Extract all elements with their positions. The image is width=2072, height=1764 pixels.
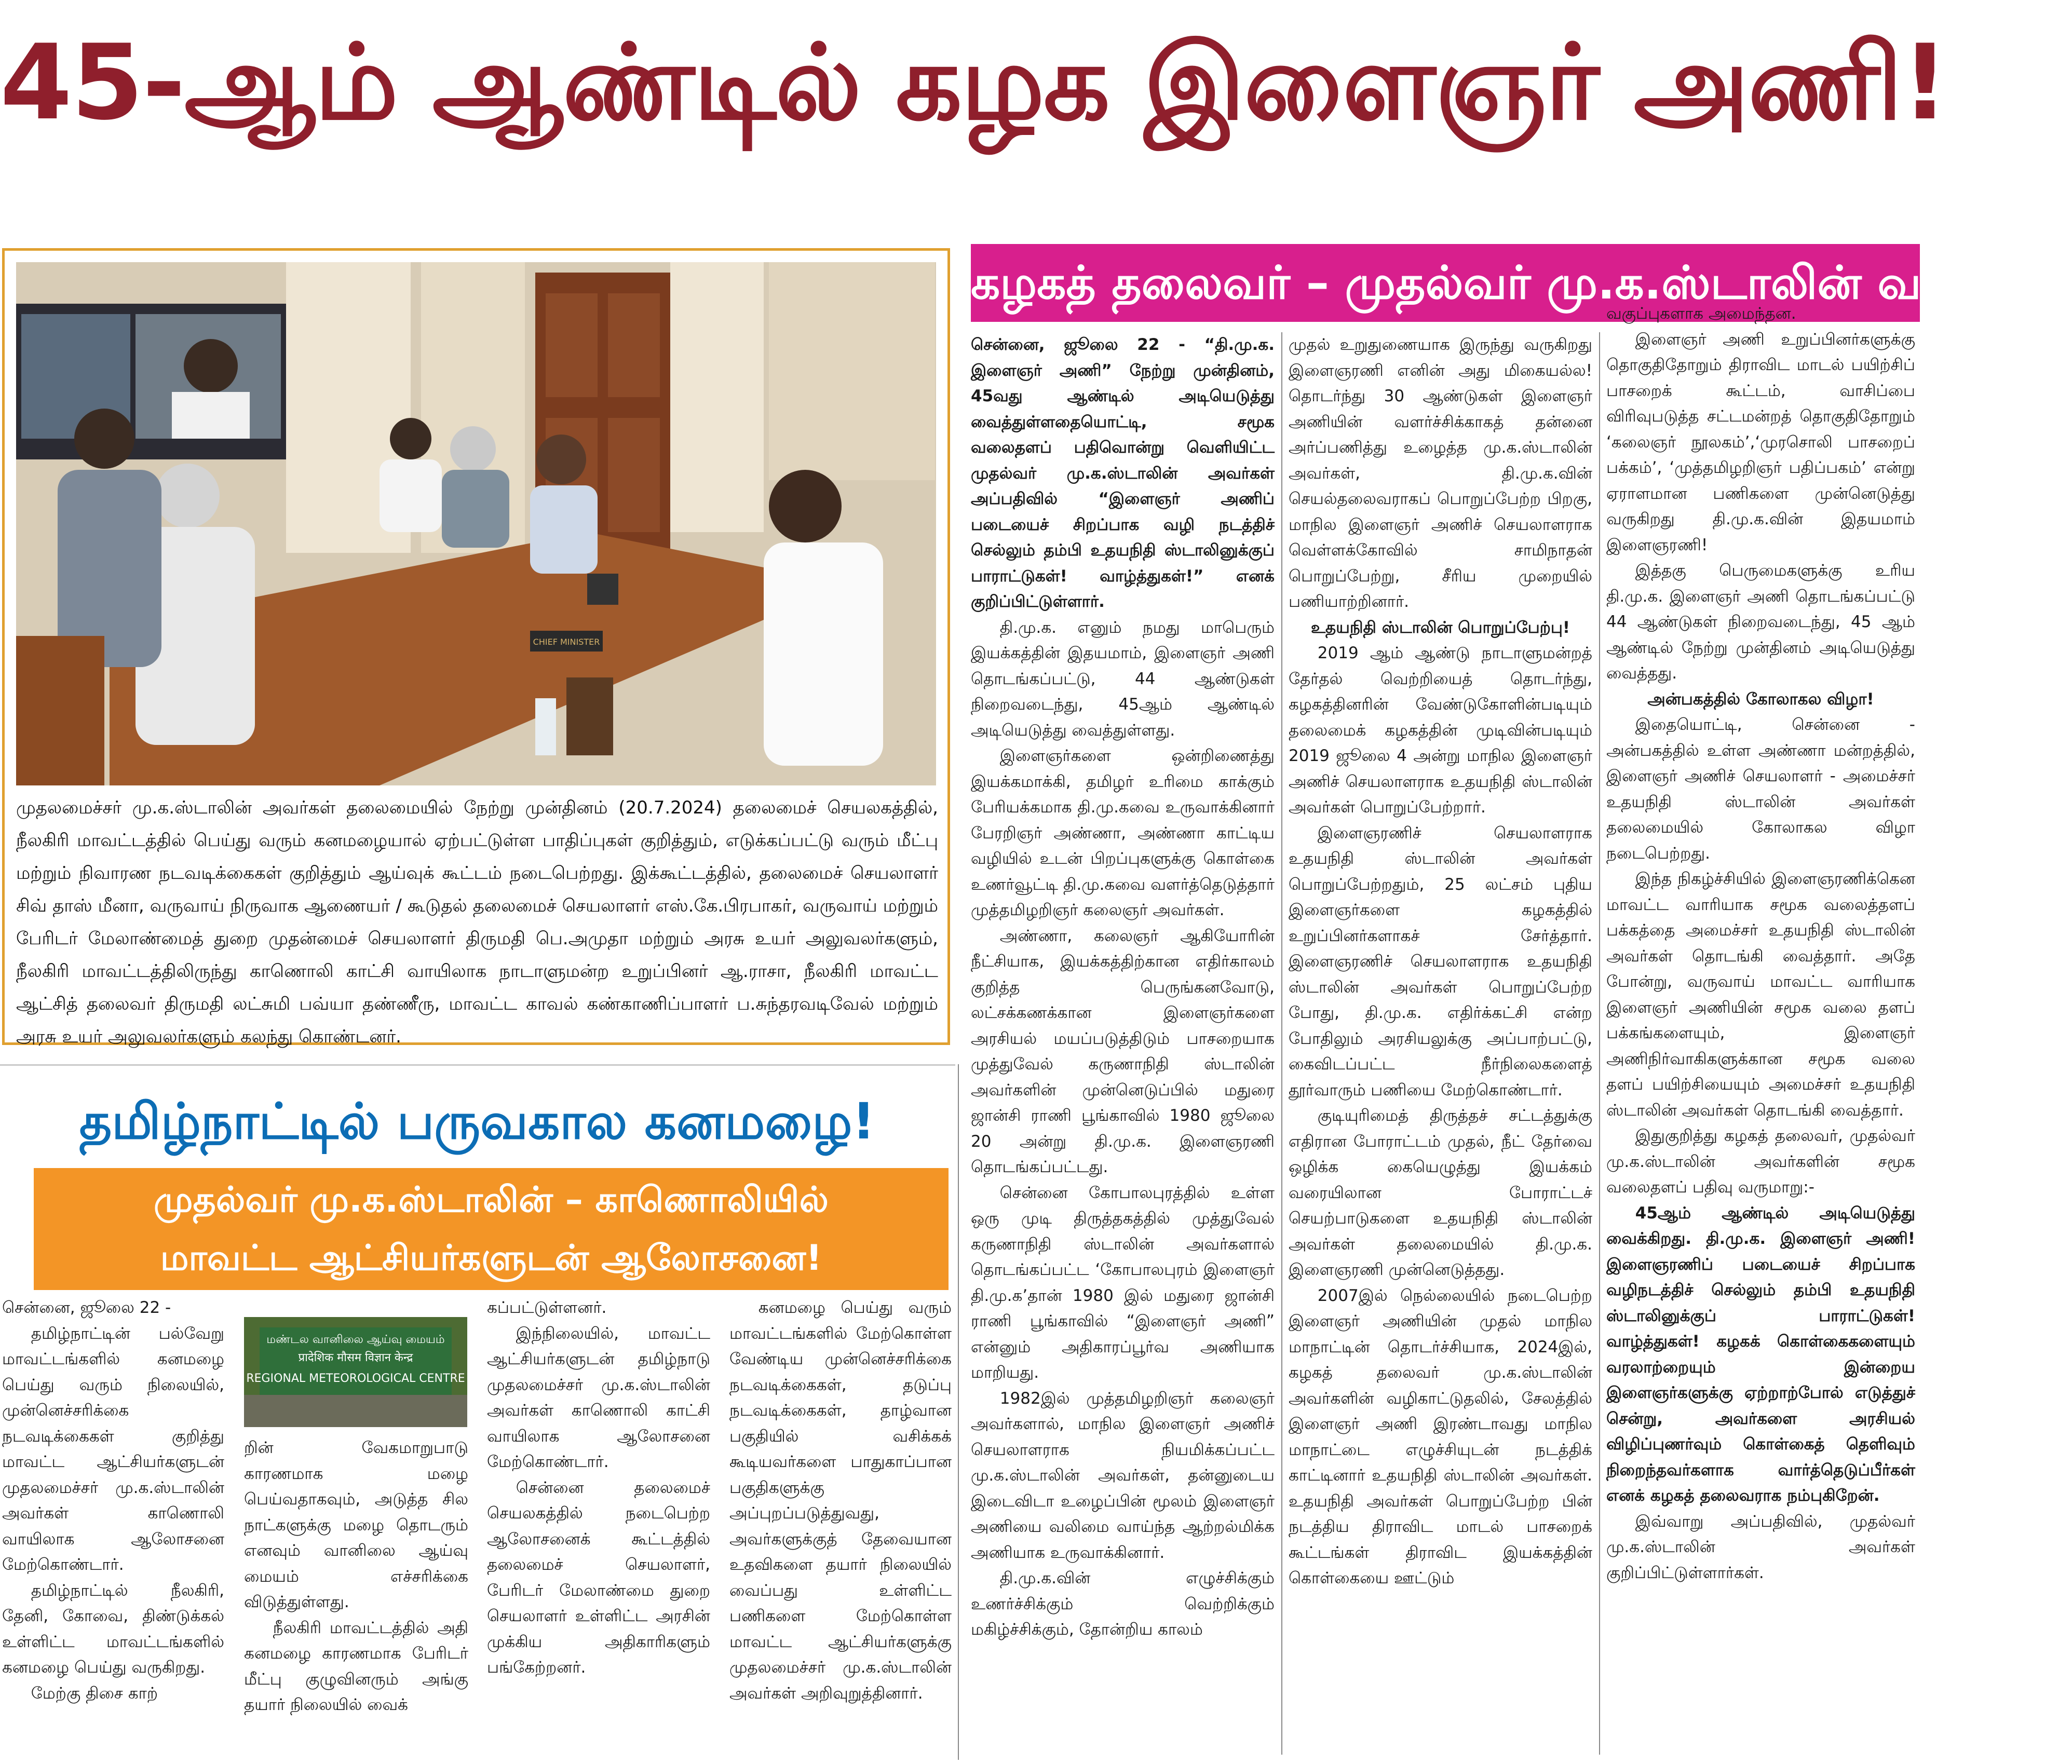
rain-paragraph: றின் வேகமாறுபாடு காரணமாக மழை பெய்வதாகவும், அடுத்த சில நாட்களுக்கு மழை தொடரும் எனவும் வானிலை ஆய்வு மையம் எச்சரிக்கை விடுத்துள்ளது. (244, 1439, 468, 1611)
rain-paragraph: மேற்கு திசை காற் (31, 1684, 158, 1703)
photo-caption: முதலமைச்சர் மு.க.ஸ்டாலின் அவர்கள் தலைமையில் நேற்று முன்தினம் (20.7.2024) தலைமைச் செயலகத்தில், நீலகிரி மாவட்டத்தில் பெய்து வரும் கனமழையால் ஏற்பட்டுள்ள பாதிப்புகள் குறித்தும், எடுக்கப்பட்டு வரும் மீட்பு மற்றும் நிவாரண நடவடிக்கைகள் குறித்தும் ஆய்வுக் கூட்டம் நடைபெற்றது. இக்கூட்டத்தில், தலைமைச் செயலாளர் சிவ் தாஸ் மீனா, வருவாய் நிருவாக ஆணையர் / கூடுதல் தலைமைச் செயலாளர் எஸ்.கே.பிரபாகர், வருவாய் மற்றும் பேரிடர் மேலாண்மைத் துறை முதன்மைச் செயலாளர் திருமதி பெ.அமுதா மற்றும் அரசு உயர் அலுவலர்களும், நீலகிரி மாவட்டத்திலிருந்து காணொலி காட்சி வாயிலாக நாடாளுமன்ற உறுப்பினர் ஆ.ராசா, நீலகிரி மாவட்ட ஆட்சித் தலைவர் திருமதி லட்சுமி பவ்யா தண்ணீரு, மாவட்ட காவல் கண்காணிப்பாளர் ப.சுந்தரவடிவேல் மற்றும் அரசு உயர் அலுவலர்களும் கலந்து கொண்டனர். (16, 797, 938, 1047)
youth-paragraph: அண்ணா, கலைஞர் ஆகியோரின் நீட்சியாக, இயக்கத்திற்கான எதிர்காலம் குறித்த பெருங்கனவோடு, லட்சக்கணக்கான இளைஞர்களை அரசியல் மயப்படுத்திடும் பாசறையாக முத்துவேல் கருணாநிதி ஸ்டாலின் அவர்களின் முன்னெடுப்பில் மதுரை ஜான்சி ராணி பூங்காவில் 1980 ஜூலை 20 அன்று தி.மு.க. இளைஞரணி தொடங்கப்பட்டது. (971, 926, 1275, 1176)
youth-paragraph: குடியுரிமைத் திருத்தச் சட்டத்துக்கு எதிரான போராட்டம் முதல், நீட் தேர்வை ஒழிக்க கையெழுத்து இயக்கம் வரையிலான போராட்டச் செயற்பாடுகளை உதயநிதி ஸ்டாலின் அவர்கள் தலைமையில் தி.மு.க. இளைஞரணி முன்னெடுத்தது. (1289, 1106, 1592, 1279)
youth-column-1 (971, 332, 1275, 1755)
rain-paragraph: கப்பட்டுள்ளனர். (487, 1298, 607, 1317)
meeting-photo (16, 262, 936, 785)
rain-paragraph: சென்னை தலைமைச் செயலகத்தில் நடைபெற்ற ஆலோசனைக் கூட்டத்தில் தலைமைச் செயலாளர், பேரிடர் மேலாண்மை துறை செயலாளர் உள்ளிட்ட அரசின் முக்கிய அதிகாரிகளும் பங்கேற்றனர். (487, 1478, 710, 1677)
rain-paragraph: தமிழ்நாட்டின் பல்வேறு மாவட்டங்களில் கனமழை பெய்து வரும் நிலையில், முன்னெச்சரிக்கை நடவடிக்கைகள் குறித்து மாவட்ட ஆட்சியர்களுடன் முதலமைச்சர் மு.க.ஸ்டாலின் அவர்கள் காணொலி வாயிலாக ஆலோசனை மேற்கொண்டார். (2, 1324, 224, 1574)
inset-sign-line-2: प्रादेशिक मौसम विज्ञान केन्द्र (298, 1351, 413, 1364)
main-headline: 45-ஆம் ஆண்டில் கழக இளைஞர் அணி! (0, 22, 1948, 143)
youth-paragraph: இளைஞர்களை ஒன்றிணைத்து இயக்கமாக்கி, தமிழர் உரிமை காக்கும் பேரியக்கமாக தி.மு.கவை உருவாக்கினார் பேரறிஞர் அண்ணா, அண்ணா காட்டிய வழியில் உடன் பிறப்புகளுக்கு கொள்கை உணர்வூட்டி தி.மு.கவை வளர்த்தெடுத்தார் முத்தமிழறிஞர் கலைஞர் அவர்கள். (971, 747, 1275, 919)
photo-frame (2, 248, 950, 1045)
meteorological-centre-photo (244, 1317, 467, 1427)
inset-sign-line-1: மண்டல வானிலை ஆய்வு மையம் (266, 1333, 445, 1346)
rain-paragraph: கனமழை பெய்து வரும் மாவட்டங்களில் மேற்கொள்ள வேண்டிய முன்னெச்சரிக்கை நடவடிக்கைகள், தடுப்பு நடவடிக்கைகள், தாழ்வான பகுதியில் வசிக்கக் கூடியவர்களை பாதுகாப்பான பகுதிகளுக்கு அப்புறப்படுத்துவது, அவர்களுக்குத் தேவையான உதவிகளை தயார் நிலையில் வைப்பது உள்ளிட்ட பணிகளை மேற்கொள்ள மாவட்ட ஆட்சியர்களுக்கு முதலமைச்சர் மு.க.ஸ்டாலின் அவர்கள் அறிவுறுத்தினார். (729, 1298, 952, 1703)
youth-subheading: அன்பகத்தில் கோலாகல விழா! (1647, 689, 1874, 709)
youth-paragraph: தி.மு.க.வின் எழுச்சிக்கும் உணர்ச்சிக்கும் வெற்றிக்கும் மகிழ்ச்சிக்கும், தோன்றிய காலம் (971, 1569, 1275, 1639)
youth-paragraph: இந்த நிகழ்ச்சியில் இளைஞரணிக்கென மாவட்ட வாரியாக சமூக வலைத்தளப் பக்கத்தை அமைச்சர் உதயநிதி ஸ்டாலின் அவர்கள் தொடங்கி வைத்தார். அதே போன்று, வருவாய் மாவட்ட வாரியாக இளைஞர் அணியின் சமூக வலை தளப் பக்கங்களையும், இளைஞர் அணிநிர்வாகிகளுக்கான சமூக வலை தளப் பயிற்சியையும் அமைச்சர் உதயநிதி ஸ்டாலின் அவர்கள் தொடங்கி வைத்தார். (1606, 870, 1915, 1120)
youth-lead-paragraph: சென்னை, ஜூலை 22 - “தி.மு.க. இளைஞர் அணி” நேற்று முன்தினம், 45வது ஆண்டில் அடியெடுத்து வைத்துள்ளதையொட்டி, சமூக வலைதளப் பதிவொன்று வெளியிட்ட முதல்வர் மு.க.ஸ்டாலின் அவர்கள் அப்பதிவில் “இளைஞர் அணிப் படையைச் சிறப்பாக வழி நடத்திச் செல்லும் தம்பி உதயநிதி ஸ்டாலினுக்குப் பாராட்டுகள்! வாழ்த்துகள்!” எனக் குறிப்பிட்டுள்ளார். (971, 335, 1275, 611)
rain-dateline: சென்னை, ஜூலை 22 - (2, 1298, 171, 1317)
youth-subheading: உதயநிதி ஸ்டாலின் பொறுப்பேற்பு! (1310, 618, 1570, 637)
youth-column-3 (1606, 301, 1915, 1755)
nameplate-text: CHIEF MINISTER (533, 637, 600, 647)
youth-column-2 (1289, 332, 1592, 1755)
youth-paragraph: இளைஞர் அணி உறுப்பினர்களுக்கு தொகுதிதோறும் திராவிட மாடல் பயிற்சிப் பாசறைக் கூட்டம், வாசிப்பை விரிவுபடுத்த சட்டமன்றத் தொகுதிதோறும் ‘கலைஞர் நூலகம்’,‘முரசொலி பாசறைப் பக்கம்’, ‘முத்தமிழறிஞர் பதிப்பகம்’ என்று ஏராளமான பணிகளை முன்னெடுத்து வருகிறது தி.மு.க.வின் இதயமாம் இளைஞரணி! (1606, 330, 1915, 554)
rain-story-banner (34, 1168, 949, 1290)
youth-paragraph: இதையொட்டி, சென்னை - அன்பகத்தில் உள்ள அண்ணா மன்றத்தில், இளைஞர் அணிச் செயலாளர் - அமைச்சர் உதயநிதி ஸ்டாலின் அவர்கள் தலைமையில் கோலாகல விழா நடைபெற்றது. (1606, 715, 1915, 863)
youth-paragraph: முதல் உறுதுணையாக இருந்து வருகிறது இளைஞரணி எனின் அது மிகையல்ல! தொடர்ந்து 30 ஆண்டுகள் இளைஞர் அணியின் வளர்ச்சிக்காகத் தன்னை அர்ப்பணித்து உழைத்த மு.க.ஸ்டாலின் அவர்கள், தி.மு.க.வின் செயல்தலைவராகப் பொறுப்பேற்ற பிறகு, மாநில இளைஞர் அணிச் செயலாளராக வெள்ளக்கோவில் சாமிநாதன் பொறுப்பேற்று, சீரிய முறையில் பணியாற்றினார். (1289, 335, 1592, 611)
youth-paragraph: சென்னை கோபாலபுரத்தில் உள்ள ஒரு முடி திருத்தகத்தில் முத்துவேல் கருணாநிதி ஸ்டாலின் அவர்களால் தொடங்கப்பட்ட ‘கோபாலபுரம் இளைஞர் தி.மு.க’தான் 1980 இல் மதுரை ஜான்சி ராணி பூங்காவில் “இளைஞர் அணி” என்னும் அதிகாரப்பூர்வ அணியாக மாறியது. (971, 1183, 1275, 1382)
rain-paragraph: இந்நிலையில், மாவட்ட ஆட்சியர்களுடன் தமிழ்நாடு முதலமைச்சர் மு.க.ஸ்டாலின் அவர்கள் காணொலி காட்சி வாயிலாக ஆலோசனை மேற்கொண்டார். (487, 1324, 710, 1471)
rain-column-4 (729, 1295, 952, 1757)
youth-paragraph: இளைஞரணிச் செயலாளராக உதயநிதி ஸ்டாலின் அவர்கள் பொறுப்பேற்றதும், 25 லட்சம் புதிய இளைஞர்களை கழகத்தில் உறுப்பினர்களாகச் சேர்த்தார். இளைஞரணிச் செயலாளராக உதயநிதி ஸ்டாலின் அவர்கள் பொறுப்பேற்ற போது, தி.மு.க. எதிர்க்கட்சி என்ற போதிலும் அரசியலுக்கு அப்பாற்பட்டு, கைவிடப்பட்ட நீர்நிலைகளைத் தூர்வாரும் பணியை மேற்கொண்டார். (1289, 823, 1592, 1100)
youth-paragraph: 1982இல் முத்தமிழறிஞர் கலைஞர் அவர்களால், மாநில இளைஞர் அணிச் செயலாளராக நியமிக்கப்பட்ட மு.க.ஸ்டாலின் அவர்கள், தன்னுடைய இடைவிடா உழைப்பின் மூலம் இளைஞர் அணியை வலிமை வாய்ந்த ஆற்றல்மிக்க அணியாக உருவாக்கினார். (971, 1389, 1275, 1562)
youth-paragraph: இதுகுறித்து கழகத் தலைவர், முதல்வர் மு.க.ஸ்டாலின் அவர்களின் சமூக வலைதளப் பதிவு வருமாறு:- (1606, 1127, 1915, 1197)
rain-paragraph: தமிழ்நாட்டில் நீலகிரி, தேனி, கோவை, திண்டுக்கல் உள்ளிட்ட மாவட்டங்களில் கனமழை பெய்து வருகிறது. (2, 1581, 224, 1677)
column-divider (958, 1064, 959, 1760)
column-divider (1599, 332, 1600, 1755)
meteorological-centre-illustration (244, 1317, 467, 1427)
rain-column-3 (487, 1295, 710, 1757)
youth-paragraph: தி.மு.க. எனும் நமது மாபெரும் இயக்கத்தின் இதயமாம், இளைஞர் அணி தொடங்கப்பட்டு, 44 ஆண்டுகள் நிறைவடைந்து, 45ஆம் ஆண்டில் அடியெடுத்து வைத்துள்ளது. (971, 618, 1275, 740)
meeting-photo-illustration (16, 262, 936, 785)
rain-banner-line-2: மாவட்ட ஆட்சியர்களுடன் ஆலோசனை! (160, 1238, 822, 1279)
youth-paragraph: 2019 ஆம் ஆண்டு நாடாளுமன்றத் தேர்தல் வெற்றியைத் தொடர்ந்து, கழகத்தினரின் வேண்டுகோளின்படியும் தலைமைக் கழகத்தின் முடிவின்படியும் 2019 ஜூலை 4 அன்று மாநில இளைஞர் அணிச் செயலாளராக உதயநிதி ஸ்டாலின் அவர்கள் பொறுப்பேற்றார். (1289, 644, 1592, 817)
youth-paragraph: இத்தகு பெருமைகளுக்கு உரிய தி.மு.க. இளைஞர் அணி தொடங்கப்பட்டு 44 ஆண்டுகள் நிறைவடைந்து, 45 ஆம் ஆண்டில் நேற்று முன்தினம் அடியெடுத்து வைத்தது. (1606, 561, 1915, 683)
column-divider (1281, 332, 1282, 1755)
youth-paragraph: இவ்வாறு அப்பதிவில், முதல்வர் மு.க.ஸ்டாலின் அவர்கள் குறிப்பிட்டுள்ளார்கள். (1606, 1512, 1915, 1582)
youth-paragraph: 2007இல் நெல்லையில் நடைபெற்ற இளைஞர் அணியின் முதல் மாநில மாநாட்டின் தொடர்ச்சியாக, 2024இல், கழகத் தலைவர் மு.க.ஸ்டாலின் அவர்களின் வழிகாட்டுதலில், சேலத்தில் இளைஞர் அணி இரண்டாவது மாநில மாநாட்டை எழுச்சியுடன் நடத்திக் காட்டினார் உதயநிதி ஸ்டாலின் அவர்கள். உதயநிதி அவர்கள் பொறுப்பேற்ற பின் நடத்திய திராவிட மாடல் பாசறைக் கூட்டங்கள் திராவிட இயக்கத்தின் கொள்கையை ஊட்டும் (1289, 1286, 1592, 1587)
rain-banner-line-1: முதல்வர் மு.க.ஸ்டாலின் – காணொலியில் (154, 1179, 829, 1220)
rain-story-title: தமிழ்நாட்டில் பருவகால கனமழை! (79, 1092, 875, 1150)
rain-paragraph: நீலகிரி மாவட்டத்தில் அதி கனமழை காரணமாக பேரிடர் மீட்பு குழுவினரும் அங்கு தயார் நிலையில் வைக் (244, 1618, 468, 1714)
section-divider (0, 1064, 955, 1066)
youth-paragraph: வகுப்புகளாக அமைந்தன. (1606, 304, 1796, 323)
youth-story-banner: கழகத் தலைவர் – முதல்வர் மு.க.ஸ்டாலின் வாழ்த்து! (971, 244, 1920, 322)
rain-column-1 (2, 1295, 224, 1757)
rain-column-2 (244, 1435, 468, 1757)
youth-quote: 45ஆம் ஆண்டில் அடியெடுத்து வைக்கிறது. தி.மு.க. இளைஞர் அணி! இளைஞரணிப் படையைச் சிறப்பாக வழிநடத்திச் செல்லும் தம்பி உதயநிதி ஸ்டாலினுக்குப் பாராட்டுகள்! வாழ்த்துகள்! கழகக் கொள்கைகளையும் வரலாற்றையும் இன்றைய இளைஞர்களுக்கு ஏற்றாற்போல் எடுத்துச் சென்று, அவர்களை அரசியல் விழிப்புணர்வும் கொள்கைத் தெளிவும் நிறைந்தவர்களாக வார்த்தெடுப்பீர்கள் எனக் கழகத் தலைவராக நம்புகிறேன். (1606, 1203, 1915, 1505)
inset-sign-line-3: REGIONAL METEOROLOGICAL CENTRE (246, 1372, 465, 1385)
